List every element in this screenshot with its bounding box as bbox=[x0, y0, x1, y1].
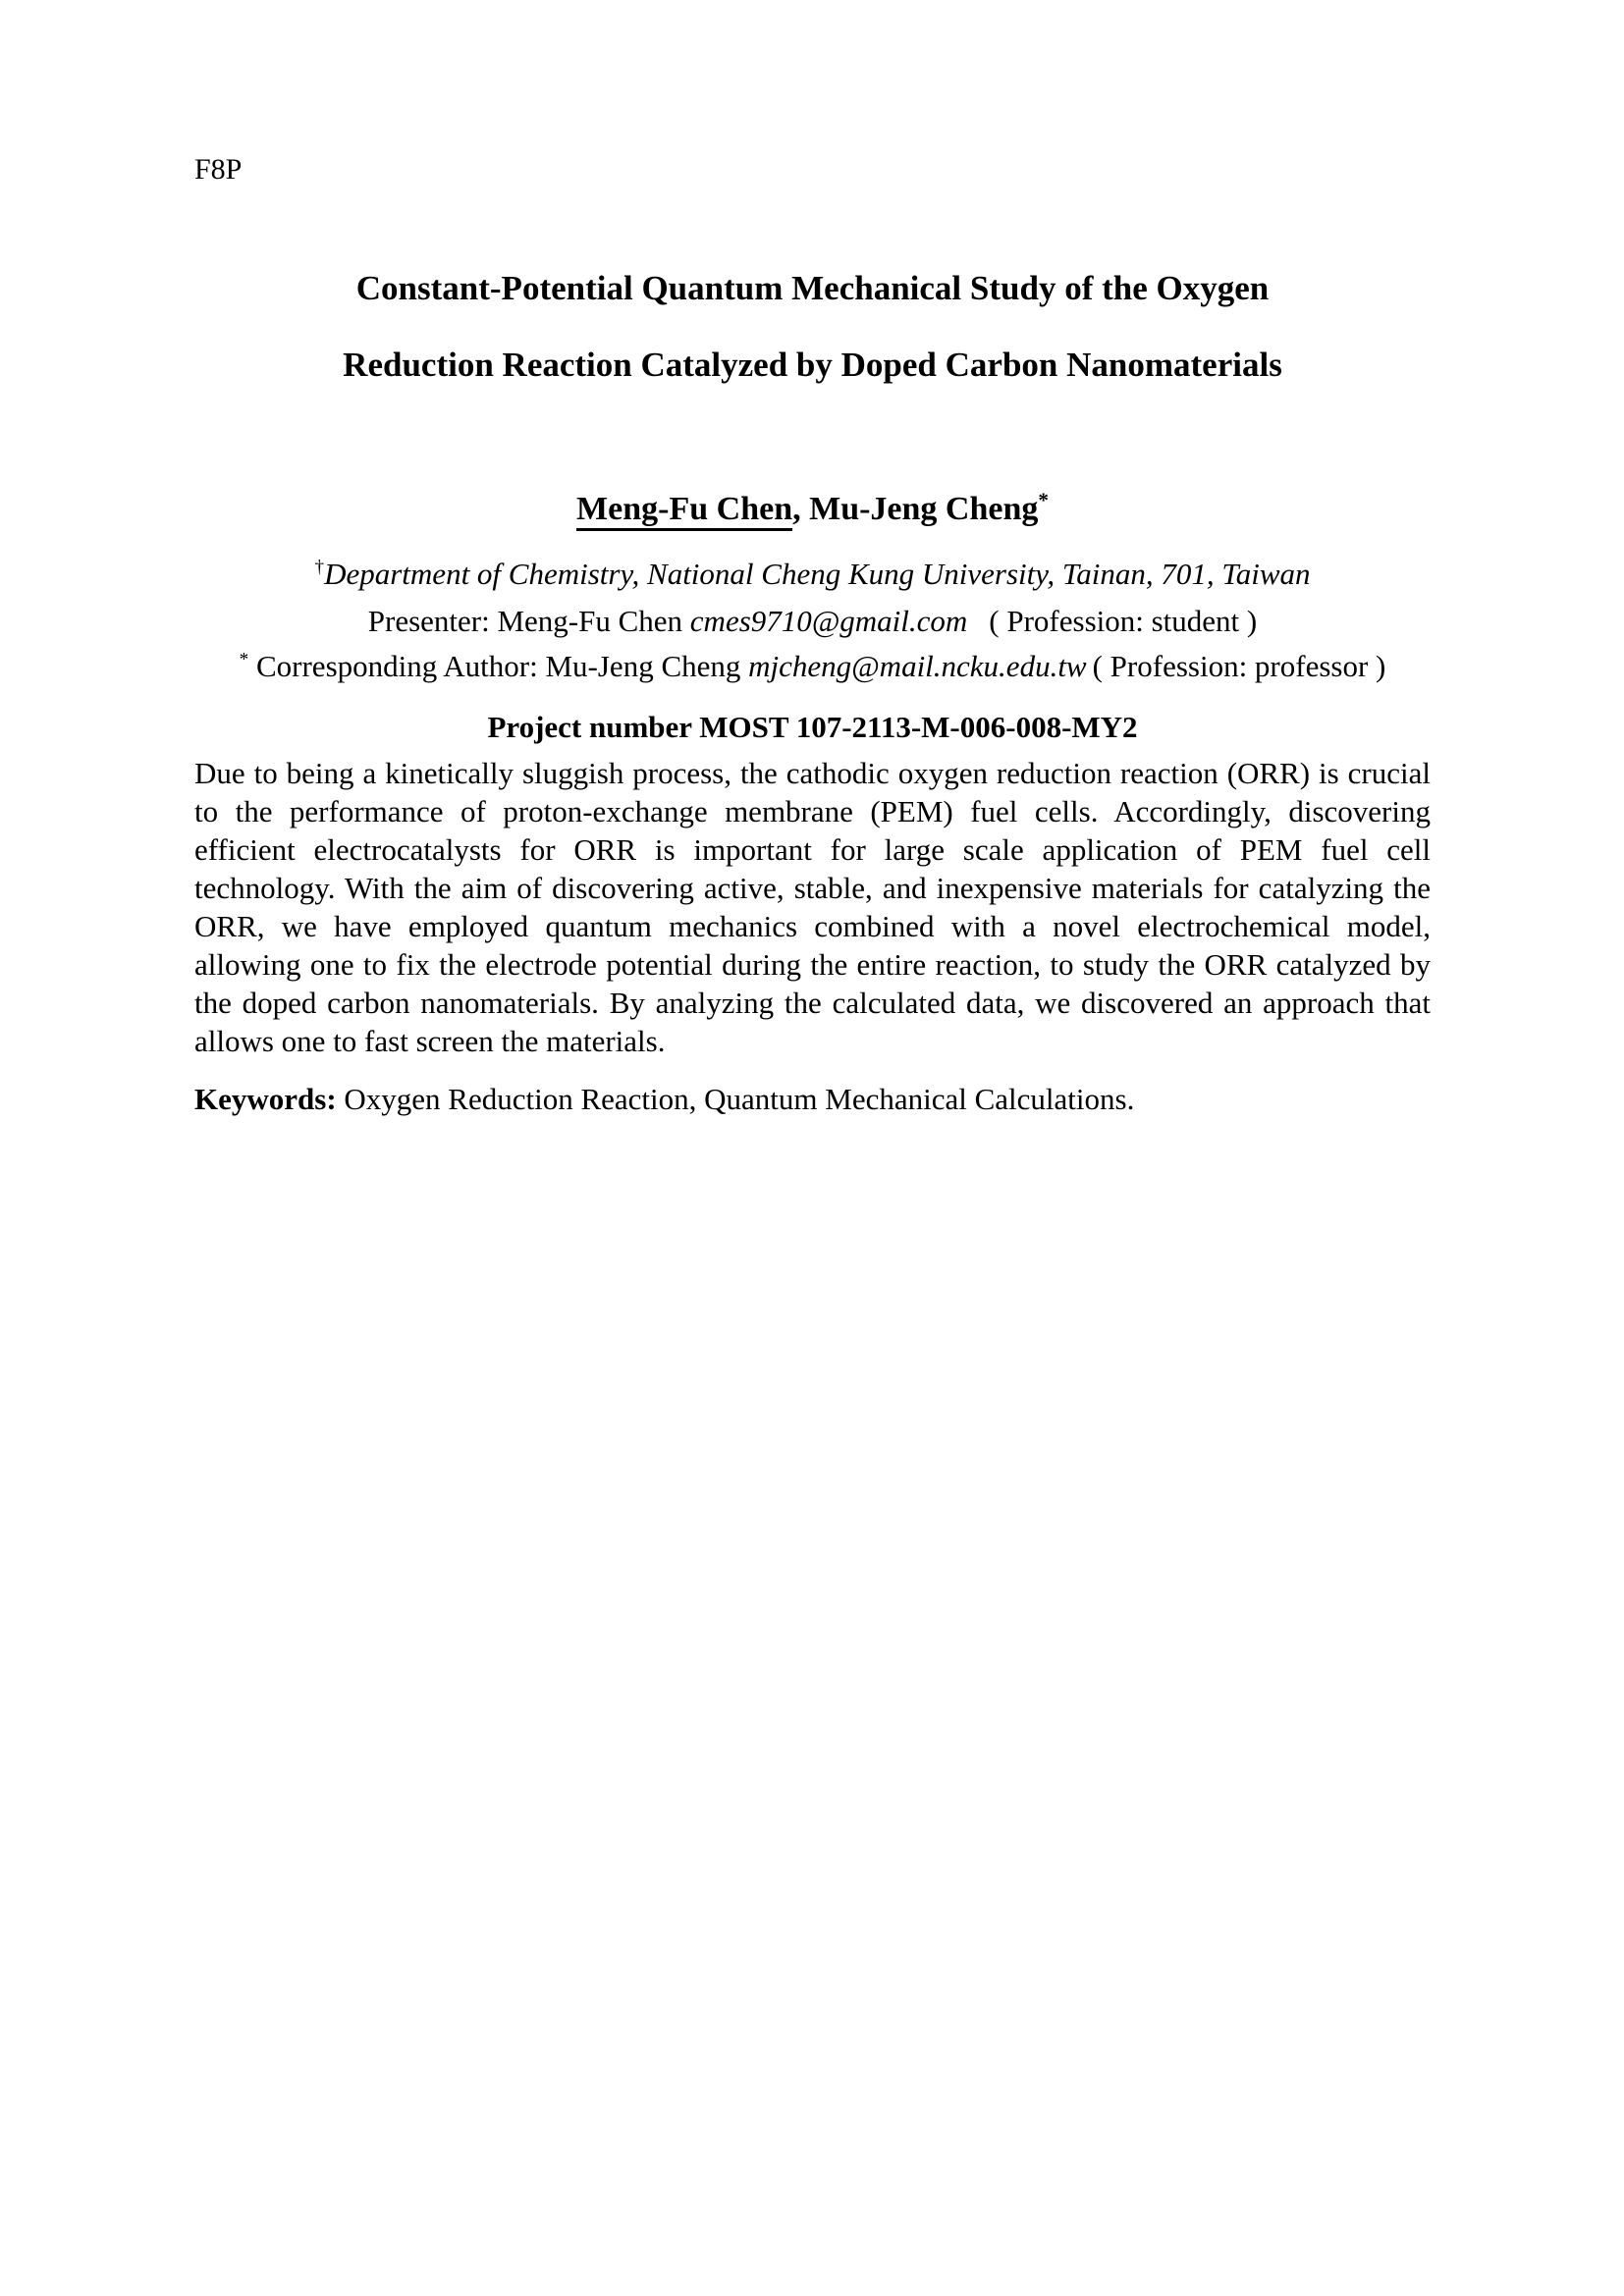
keywords-text: Oxygen Reduction Reaction, Quantum Mechanical Calculations. bbox=[336, 1082, 1135, 1116]
corresponding-name: Mu-Jeng Cheng bbox=[545, 649, 749, 683]
author-separator: , bbox=[792, 491, 810, 527]
affiliation-line bbox=[194, 556, 1431, 593]
abstract-paragraph: Due to being a kinetically sluggish process, the cathodic oxygen reduction reaction (ORR) is crucial to the performance of proton-exchange membrane (PEM) fuel cells. Accordingly, discovering efficient electrocatalysts for ORR is important for large scale application of PEM fuel cell technology. With the aim of discovering active, stable, and inexpensive materials for catalyzing the ORR, we have employed quantum mechanics combined with a novel electrochemical model, allowing one to fix the electrode potential during the entire reaction, to study the ORR catalyzed by the doped carbon nanomaterials. By analyzing the calculated data, we discovered an approach that allows one to fast screen the materials. bbox=[194, 756, 1431, 1058]
keywords-line bbox=[194, 1080, 1431, 1118]
corresponding-label: Corresponding Author: bbox=[248, 649, 546, 683]
document-code: F8P bbox=[194, 153, 243, 186]
paper-title-line-2: Reduction Reaction Catalyzed by Doped Carbon Nanomaterials bbox=[343, 346, 1282, 384]
paper-title-line-1: Constant-Potential Quantum Mechanical Study of the Oxygen bbox=[355, 269, 1270, 307]
project-number: Project number MOST 107-2113-M-006-008-MY2 bbox=[487, 710, 1138, 744]
presenter-profession: ( Profession: student ) bbox=[989, 604, 1258, 638]
corresponding-author-name: Mu-Jeng Cheng bbox=[809, 491, 1039, 527]
affiliation-text: Department of Chemistry, National Cheng Kung University, Tainan, 701, Taiwan bbox=[324, 557, 1311, 591]
corresponding-profession: ( Profession: professor ) bbox=[1092, 649, 1386, 683]
keywords-label: Keywords: bbox=[194, 1082, 337, 1116]
authors-line bbox=[194, 489, 1431, 530]
presenting-author-name: Meng-Fu Chen bbox=[576, 491, 792, 531]
presenter-email: cmes9710@gmail.com bbox=[689, 604, 968, 638]
presenter-name: Meng-Fu Chen bbox=[497, 604, 690, 638]
corresponding-author-asterisk: * bbox=[1038, 488, 1049, 512]
corresponding-author-line bbox=[194, 648, 1431, 685]
corresponding-asterisk-marker: * bbox=[239, 649, 249, 670]
presenter-label: Presenter: bbox=[367, 604, 498, 638]
affiliation-dagger-marker: † bbox=[314, 557, 325, 578]
presenter-line bbox=[194, 603, 1431, 640]
corresponding-email: mjcheng@mail.ncku.edu.tw bbox=[748, 649, 1087, 683]
